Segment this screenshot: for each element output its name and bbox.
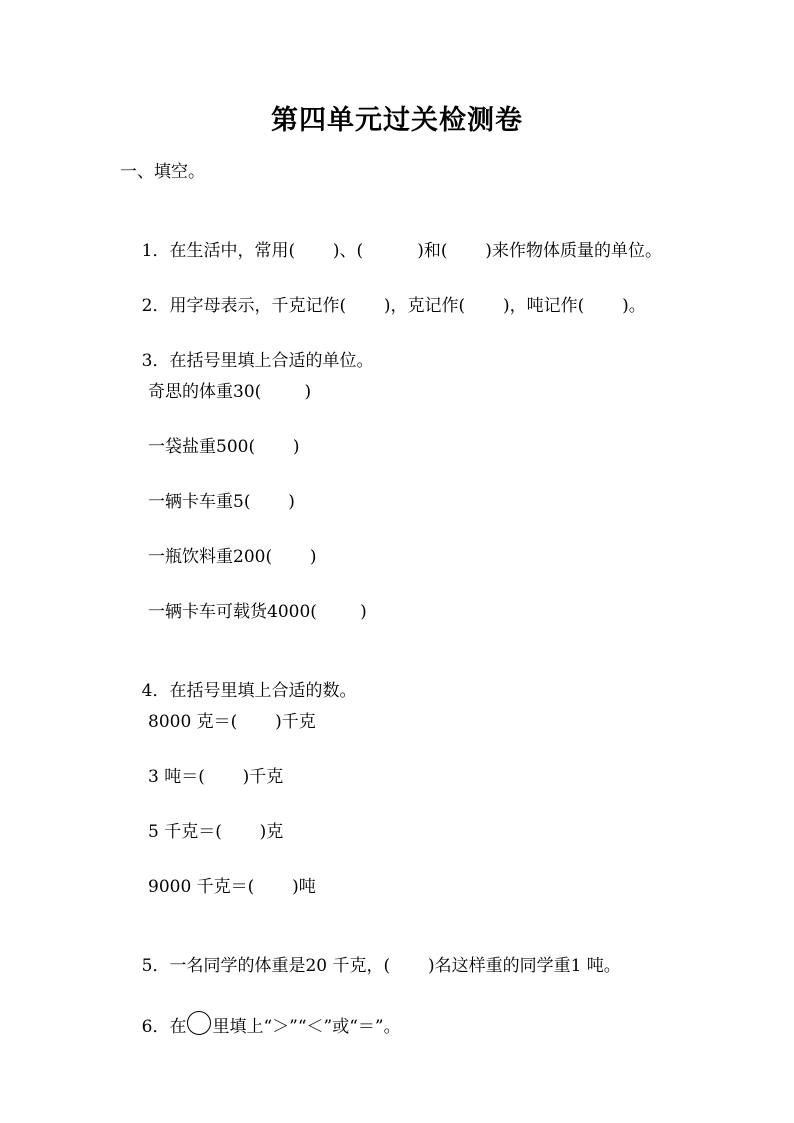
section-heading: 一、填空。 <box>120 162 205 182</box>
question-number: 3． <box>141 351 170 371</box>
question-number: 5． <box>141 956 170 976</box>
question-number: 1． <box>141 241 170 261</box>
circle-blank <box>187 1011 211 1035</box>
question-6 <box>120 987 401 1063</box>
question-text: 在生活中，常用( )、( )和( )来作物体质量的单位。 <box>169 241 662 261</box>
sub-item: 3 吨＝( )千克 <box>148 767 284 787</box>
sub-item: 8000 克＝( )千克 <box>148 712 316 732</box>
question-text: 用字母表示，千克记作( )，克记作( )，吨记作( )。 <box>169 296 646 316</box>
question-text-pre: 在 <box>169 1017 187 1037</box>
question-number: 4． <box>141 681 170 701</box>
question-text: 一名同学的体重是20 千克，( )名这样重的同学重1 吨。 <box>169 956 621 976</box>
sub-item: 一辆卡车可载货4000( ) <box>148 602 367 622</box>
question-text: 在括号里填上合适的单位。 <box>169 351 374 371</box>
sub-item: 一辆卡车重5( ) <box>148 492 295 512</box>
sub-item: 5 千克＝( )克 <box>148 822 284 842</box>
question-number: 6． <box>141 1017 170 1037</box>
question-text-post: 里填上“＞”“＜”或“＝”。 <box>212 1017 401 1037</box>
question-number: 2． <box>141 296 170 316</box>
sub-item: 一袋盐重500( ) <box>148 437 300 457</box>
question-text: 在括号里填上合适的数。 <box>169 681 357 701</box>
sub-item: 9000 千克＝( )吨 <box>148 877 316 897</box>
sub-item: 奇思的体重30( ) <box>148 382 312 402</box>
page-title: 第四单元过关检测卷 <box>271 105 523 136</box>
sub-item: 一瓶饮料重200( ) <box>148 547 317 567</box>
